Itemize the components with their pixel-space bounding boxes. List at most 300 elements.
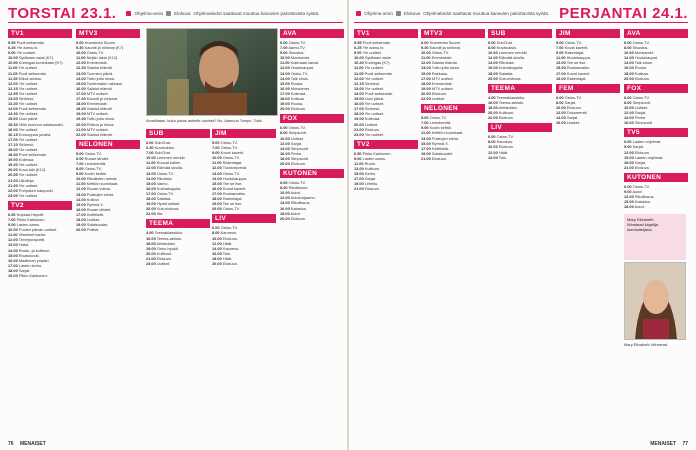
program-time: 7.00	[556, 45, 564, 51]
program-title: Häät.	[222, 240, 233, 246]
program-time: 17.00	[76, 211, 86, 217]
program-title: Simpsonit.	[290, 155, 310, 161]
program-time: 15.00	[280, 80, 290, 86]
program-time: 16.00	[280, 85, 290, 91]
program-title: Ostos-TV.	[220, 140, 238, 145]
program-title: Maailman ympäri.	[18, 257, 50, 263]
program-title: Perhe.	[290, 150, 303, 156]
channel-heading: TV2	[354, 140, 418, 149]
program-title: Elokuva.	[290, 215, 306, 221]
film-icon	[166, 11, 171, 16]
program-title: Lasten ohjelmat.	[632, 139, 662, 145]
program-time: 11.00	[280, 60, 290, 66]
program-time: 18.30	[8, 152, 18, 158]
program-title: Yle uutiset.	[18, 172, 39, 178]
program-time: 16.00	[488, 99, 498, 105]
right-footer	[650, 441, 688, 447]
program-title: Ruoka.	[634, 65, 648, 71]
schedule-column	[280, 26, 344, 434]
program-title: Kovat kaverit.	[564, 45, 589, 51]
program-time: 17.00	[421, 75, 431, 81]
legend-rating: Ohjelma-arvio	[134, 10, 164, 16]
program-title: Elokuva.	[634, 164, 650, 170]
program-time: 8.00	[212, 230, 220, 236]
program-title: Yle uutiset.	[362, 50, 382, 56]
program-title: Häät.	[498, 149, 509, 155]
program-time: 8.00	[280, 185, 288, 191]
program-title: Puolen päivän uutiset.	[18, 227, 58, 233]
program-time: 16.00	[212, 250, 222, 256]
program-time: 9.00	[354, 50, 362, 56]
legend-film: Elokuva	[403, 10, 421, 16]
program-time: 12.00	[8, 237, 18, 243]
program-time: 13.00	[146, 170, 156, 176]
program-title: Kulmakuppila.	[498, 65, 524, 71]
program-time: 21.30	[8, 182, 18, 188]
program-time: 18.00	[624, 70, 634, 76]
program-title: Puoli seitsemän.	[18, 70, 48, 76]
program-title: Ruokamatka.	[222, 190, 246, 196]
program-title: Tee se itse.	[566, 60, 587, 66]
program-title: Puoli seitsemän.	[18, 152, 48, 158]
program-title: Sarjat.	[566, 115, 579, 121]
program-time: 10.00	[556, 104, 566, 110]
program-title: Uutiset.	[364, 121, 379, 127]
program-listing	[354, 186, 418, 191]
program-title: Uutiset.	[290, 135, 305, 141]
program-title: Nopsaa Hepulit.	[16, 211, 45, 217]
program-title: Yle uutiset.	[364, 75, 385, 81]
program-time: 20.00	[212, 260, 222, 266]
program-title: Huomenta Suomi.	[429, 40, 461, 45]
program-title: Lasten aamu.	[362, 155, 387, 161]
promo-line: luennoitsijana.	[627, 227, 653, 233]
program-title: Rikoksia.	[498, 60, 515, 66]
program-time: 11.00	[421, 130, 431, 136]
program-time: 14.00	[280, 200, 290, 206]
program-time: 14.00	[556, 115, 566, 121]
program-time: 15.00	[421, 70, 431, 76]
program-time: 17.00	[354, 176, 364, 182]
program-time: 18.00	[421, 80, 431, 86]
program-time: 22.00	[488, 115, 498, 121]
program-time: 20.00	[76, 121, 86, 127]
program-time: 14.00	[212, 175, 222, 181]
program-title: Ruutu- ja kulttuuri.	[18, 247, 51, 253]
program-title: Tee se itse.	[222, 201, 243, 207]
program-time: 12.00	[146, 165, 156, 171]
program-time: 11.00	[212, 160, 222, 166]
program-listing	[212, 261, 276, 266]
program-title: Kulmakuppila.	[156, 185, 182, 191]
program-time: 16.00	[146, 185, 156, 191]
program-time: 11.05	[8, 70, 18, 76]
program-title: Elokuva.	[290, 106, 306, 112]
program-time: 6.00	[556, 94, 564, 100]
program-title: MTV uutiset.	[86, 111, 109, 117]
program-time: 19.00	[280, 101, 290, 107]
program-title: MTV uutiset.	[431, 85, 454, 91]
program-title: Ruokamatka.	[566, 65, 590, 71]
program-time: 16.00	[280, 205, 290, 211]
program-title: Kulttuuri.	[364, 166, 381, 172]
program-title: Elokuva.	[222, 235, 238, 241]
program-time: 6.30	[146, 145, 154, 151]
program-listing	[280, 161, 344, 166]
program-listing	[354, 132, 418, 137]
channel-heading: AVA	[624, 29, 688, 38]
program-title: Strömsö.	[18, 141, 35, 147]
program-time: 6.25	[354, 45, 362, 51]
program-title: Ostos-TV.	[632, 183, 650, 189]
program-time: 22.00	[421, 96, 431, 102]
program-time: 16.00	[556, 120, 566, 126]
program-title: Kalastus.	[634, 199, 651, 205]
program-time: 10.00	[8, 55, 18, 61]
program-time: 9.00	[354, 155, 362, 161]
program-time: 14.30	[8, 111, 18, 117]
program-time: 12.00	[8, 80, 18, 86]
program-time: 6.00	[280, 125, 288, 131]
channel-heading: NELONEN	[421, 104, 485, 113]
rating-icon	[126, 11, 131, 16]
program-title: Simpsonit.	[288, 130, 307, 136]
program-title: Morsiamet.	[634, 50, 655, 56]
program-time: 11.00	[8, 65, 18, 71]
program-title: MTV uutiset.	[86, 90, 109, 96]
program-title: Villin luonnon salaisuudet.	[18, 121, 64, 127]
program-time: 14.00	[76, 196, 86, 202]
program-title: Kauneus.	[496, 139, 514, 145]
program-title: Aamu-TV.	[288, 45, 306, 51]
program-title: Kotimaa.	[290, 90, 307, 96]
program-time: 21.00	[76, 126, 86, 132]
program-time: 21.00	[354, 126, 364, 132]
program-title: Ostos-TV.	[496, 134, 514, 140]
program-time: 16.00	[280, 150, 290, 156]
program-title: Ostos-TV.	[156, 170, 174, 176]
channel-heading: LIV	[488, 123, 552, 132]
program-title: Sarjat.	[634, 110, 647, 116]
program-title: Yle uutiset.	[18, 101, 39, 107]
left-header-rule	[8, 22, 343, 23]
rating-icon	[356, 11, 361, 16]
channel-heading: KUTONEN	[624, 173, 688, 182]
program-time: 13.00	[8, 242, 18, 248]
program-time: 18.00	[146, 196, 156, 202]
program-title: Hatut.	[18, 242, 30, 248]
program-time: 21.00	[624, 164, 634, 170]
program-time: 18.00	[488, 104, 498, 110]
program-time: 20.00	[212, 206, 222, 212]
program-title: Sub-elokuva.	[156, 206, 180, 212]
actress-caption: Mary Elizabeth Winstead.	[624, 342, 669, 347]
program-time: 10.00	[280, 55, 290, 61]
program-time: 6.00	[280, 40, 288, 45]
program-title: Yle uutiset.	[18, 90, 39, 96]
program-time: 17.00	[280, 90, 290, 96]
program-time: 8.00	[280, 130, 288, 136]
program-title: Keittiöstä.	[86, 211, 104, 217]
program-time: 15.00	[624, 199, 634, 205]
program-time: 19.00	[146, 201, 156, 207]
program-time: 6.25	[8, 45, 16, 51]
program-time: 5.55	[354, 40, 362, 45]
program-title: Elämää sivulla.	[156, 165, 184, 171]
program-listing	[8, 273, 72, 278]
channel-heading: TEEMA	[488, 84, 552, 93]
program-time: 10.00	[624, 50, 634, 56]
channel-heading: SUB	[146, 129, 210, 138]
program-time: 11.00	[76, 55, 86, 61]
program-time: 14.00	[212, 245, 222, 251]
program-time: 6.00	[624, 40, 632, 45]
program-title: Kauneus.	[222, 245, 240, 251]
program-title: Kotiovi.	[86, 196, 100, 202]
program-time: 10.00	[212, 235, 222, 241]
program-listing	[421, 156, 485, 161]
program-time: 6.00	[624, 94, 632, 100]
program-title: Autot.	[290, 190, 301, 196]
program-title: Ruuan tähdet.	[84, 155, 110, 161]
program-title: Salaisuudet.	[431, 150, 454, 156]
program-time: 18.00	[624, 159, 634, 165]
program-title: Strömsö.	[364, 106, 381, 112]
program-time: 8.00	[624, 45, 632, 51]
program-time: 12.00	[488, 149, 498, 155]
program-title: Kokkaa.	[634, 70, 649, 76]
program-time: 7.00	[212, 145, 220, 151]
program-time: 15.00	[354, 96, 364, 102]
channel-heading: JIM	[556, 29, 620, 38]
program-time: 9.00	[624, 144, 632, 150]
program-time: 11.00	[76, 181, 86, 187]
program-time: 6.00	[76, 155, 84, 161]
program-title: Yle uutiset.	[364, 65, 384, 71]
program-title: Tuotantovelat.	[222, 165, 248, 171]
program-time: 20.00	[146, 206, 156, 212]
program-time: 8.00	[624, 99, 632, 105]
program-time: 12.00	[76, 186, 86, 192]
program-time: 15.00	[556, 65, 566, 71]
program-time: 18.00	[76, 101, 86, 107]
right-page-number: 77	[682, 441, 688, 447]
program-title: Yle uutiset.	[18, 85, 39, 91]
program-title: Kotimaan kartat.	[290, 60, 319, 66]
program-title: Kauneus.	[220, 230, 238, 236]
program-title: Ruutu.	[364, 160, 377, 166]
channel-heading: LIV	[212, 214, 276, 223]
program-time: 10.50	[8, 60, 18, 66]
program-time: 20.00	[280, 106, 290, 112]
program-title: Arkistoista.	[498, 104, 518, 110]
program-title: Sisustus.	[288, 50, 305, 56]
program-listing	[76, 132, 140, 137]
program-title: Elokuva.	[156, 255, 172, 261]
program-time: 8.00	[556, 99, 564, 105]
program-title: Talk show.	[290, 75, 309, 81]
program-title: Tuntematon rakkaus.	[86, 80, 124, 86]
program-title: Puistojen sielut.	[86, 191, 115, 197]
program-time: 17.00	[421, 145, 431, 151]
program-title: Ostos-TV.	[288, 125, 306, 131]
program-title: Ostos-TV.	[632, 94, 650, 100]
channel-heading: FOX	[280, 114, 344, 123]
program-title: Elämää sivulla.	[498, 55, 526, 61]
program-title: Elokuva.	[498, 115, 514, 121]
program-title: Elävä arkisto.	[18, 75, 42, 81]
left-day-title: TORSTAI 23.1.	[8, 4, 117, 22]
program-title: Ostos-TV.	[288, 180, 306, 186]
program-title: Ostos-TV.	[222, 155, 240, 161]
program-title: SubChat.	[496, 40, 513, 45]
program-title: Ostos-TV.	[564, 40, 582, 45]
program-time: 10.00	[488, 50, 498, 56]
schedule-column	[354, 26, 418, 434]
program-title: Lemmen merkki.	[498, 50, 528, 56]
program-title: Rikollisuus.	[288, 185, 309, 191]
right-legend	[356, 11, 549, 16]
program-time: 19.00	[212, 201, 222, 207]
program-time: 14.00	[8, 106, 18, 112]
promo-box	[624, 214, 686, 260]
program-title: Yle uutiset.	[18, 182, 39, 188]
photo-caption: Arvaillaaan, kuka jostus auttelle uusinta? No, Aamuun Tompo, Tokk.	[146, 118, 263, 123]
program-time: 5.00	[421, 115, 429, 121]
program-time: 14.00	[76, 75, 86, 81]
program-time: 14.00	[8, 247, 18, 253]
program-title: Terveysraportti.	[18, 237, 46, 243]
program-title: Huutokauppa.	[566, 55, 591, 61]
program-title: Pikku Kakkonen.	[16, 217, 46, 222]
program-title: Kuningas (K7).	[364, 60, 391, 66]
program-title: Elokuva.	[431, 90, 447, 96]
program-time: 19.00	[76, 222, 86, 228]
program-time: 11.00	[421, 55, 431, 61]
legend-film: Elokuva	[174, 10, 191, 16]
left-footer	[8, 441, 46, 447]
left-magazine-name: MENAISET	[19, 441, 46, 447]
program-time: 7.00	[146, 150, 154, 156]
program-time: 12.00	[280, 140, 290, 146]
program-listing	[421, 96, 485, 101]
program-title: Autot.	[634, 204, 645, 210]
program-time: 16.15	[8, 131, 18, 137]
program-title: Teema-arkisto.	[156, 235, 183, 241]
program-time: 10.00	[624, 104, 634, 110]
program-time: 15.00	[76, 80, 86, 86]
program-title: SubChat.	[154, 140, 171, 145]
program-time: 20.00	[624, 75, 634, 81]
program-time: 8.00	[488, 45, 496, 51]
program-title: Autokorjaamo.	[290, 195, 316, 201]
program-time: 12.00	[624, 194, 634, 200]
program-time: 13.00	[354, 85, 364, 91]
program-time: 12.55	[8, 90, 18, 96]
program-title: Dokumentti.	[566, 110, 588, 116]
program-time: 16.00	[488, 65, 498, 71]
program-time: 13.00	[280, 70, 290, 76]
program-time: 22.00	[8, 187, 18, 193]
program-time: 9.00	[280, 50, 288, 56]
program-title: Yle uutiset.	[18, 162, 39, 168]
program-title: Häät.	[222, 255, 233, 261]
program-title: Ryhmä X.	[431, 140, 449, 146]
program-title: Sisustus.	[632, 45, 649, 51]
program-time: 12.00	[212, 165, 222, 171]
program-time: 12.00	[624, 149, 634, 155]
program-title: Yle uutiset.	[364, 111, 385, 117]
program-time: 20.00	[146, 250, 156, 256]
program-title: Ruoka.	[290, 80, 304, 86]
program-time: 6.00	[212, 225, 220, 231]
program-title: Yle uutiset.	[18, 126, 39, 132]
program-time: 20.00	[280, 215, 290, 221]
program-time: 18.00	[212, 196, 222, 202]
program-title: Uutiset.	[431, 96, 446, 102]
channel-heading: AVA	[280, 29, 344, 38]
program-time: 12.00	[280, 65, 290, 71]
program-listing	[556, 76, 620, 81]
program-title: Rouvat kallen.	[156, 160, 182, 166]
program-time: 10.00	[146, 155, 156, 161]
program-time: 17.00	[212, 190, 222, 196]
program-title: Rikollisten tarinat.	[86, 176, 118, 182]
program-title: Ostos-TV.	[84, 150, 102, 156]
program-time: 14.00	[488, 60, 498, 66]
program-title: Rakentajat.	[564, 50, 585, 56]
program-title: Ruutukuvat.	[18, 252, 40, 258]
program-title: Uutiset.	[634, 104, 649, 110]
program-title: Salatut elämät.	[86, 65, 113, 71]
program-time: 17.00	[8, 136, 18, 142]
program-title: Ostos-TV.	[84, 166, 102, 172]
program-time: 12.00	[556, 110, 566, 116]
program-title: Morsiamet.	[290, 55, 311, 61]
program-title: Hyvät uutiset.	[156, 201, 181, 207]
program-time: 17.00	[556, 70, 566, 76]
program-time: 14.00	[280, 75, 290, 81]
program-title: Simpsonit.	[632, 99, 651, 105]
program-time: 14.00	[146, 175, 156, 181]
program-time: 16.00	[8, 126, 18, 132]
program-time: 13.30	[8, 101, 18, 107]
program-title: Lemmen merkki.	[156, 155, 186, 161]
program-title: Keittiön kuninkaat.	[431, 130, 464, 136]
program-time: 5.00	[212, 140, 220, 145]
program-time: 17.30	[76, 96, 86, 102]
program-title: Keittiöstä.	[431, 145, 449, 151]
program-title: Yle uutiset.	[18, 146, 39, 152]
program-title: Kovat kaverit.	[222, 185, 247, 191]
program-time: 18.00	[8, 267, 18, 273]
program-time: 16.00	[146, 235, 156, 241]
program-title: Ostos-TV.	[431, 50, 449, 56]
program-title: Sarjat.	[634, 159, 647, 165]
program-title: Puoli seitsemän.	[18, 106, 48, 112]
program-title: Tee se itse.	[222, 180, 243, 186]
program-time: 6.50	[8, 211, 16, 217]
program-time: 13.00	[76, 191, 86, 197]
program-title: Kuvatuksia.	[154, 145, 175, 151]
program-time: 16.00	[8, 257, 18, 263]
program-time: 19.30	[8, 162, 18, 168]
program-time: 6.00	[624, 183, 632, 189]
program-title: Ryhmä X.	[86, 201, 104, 207]
program-title: Talk show.	[634, 60, 653, 66]
left-page-number: 76	[8, 441, 14, 447]
program-title: Emmerdale.	[431, 55, 453, 61]
